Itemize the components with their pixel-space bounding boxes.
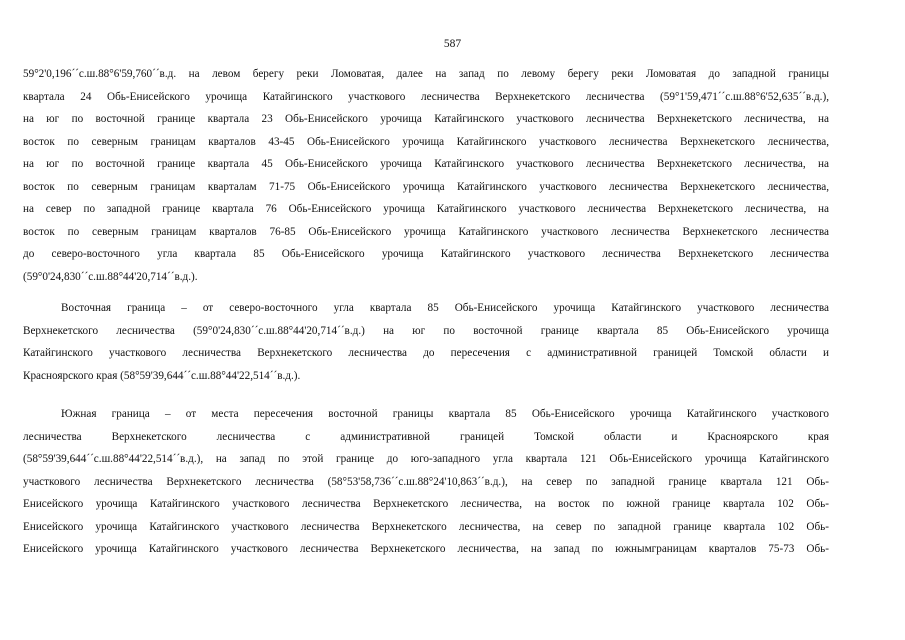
text-line: участкового лесничества Верхнекетского лесничества (58°53'58,736´´с.ш.88°24'10,863´´в.д.), на север по западной границе квартала 121 Обь- (23, 475, 829, 488)
text-line: восток по северным границам кварталам 71-75 Обь-Енисейского урочища Катайгинского участкового лесничества Верхнекетского лесничества, (23, 180, 829, 193)
text-line: (59°0'24,830´´с.ш.88°44'20,714´´в.д.). (23, 270, 198, 283)
text-line: Катайгинского участкового лесничества Верхнекетского лесничества до пересечения с административной границей Томской области и (23, 347, 829, 359)
text-line: (58°59'39,644´´с.ш.88°44'22,514´´в.д.), на запад по этой границе до юго-западного угла квартала 121 Обь-Енисейского урочища Катайгинского (23, 453, 829, 465)
paragraph-western-boundary-continuation (23, 63, 829, 288)
text-line: 59°2'0,196´´с.ш.88°6'59,760´´в.д. на левом берегу реки Ломоватая, далее на запад по левому берегу реки Ломоватая до западной границы (23, 68, 829, 80)
text-line: Енисейского урочища Катайгинского участкового лесничества Верхнекетского лесничества, на север по западной границе квартала 102 Обь- (23, 520, 829, 533)
text-line: на юг по восточной границе квартала 23 Обь-Енисейского урочища Катайгинского участкового лесничества Верхнекетского лесничества, на (23, 113, 829, 125)
text-line: Енисейского урочища Катайгинского участкового лесничества Верхнекетского лесничества, на запад по южнымграницам кварталов 75-73 Обь- (23, 543, 829, 555)
text-line: Красноярского края (58°59'39,644´´с.ш.88°44'22,514´´в.д.). (23, 369, 301, 382)
text-line: до северо-восточного угла квартала 85 Обь-Енисейского урочища Катайгинского участкового лесничества Верхнекетского лесничества (23, 248, 829, 260)
text-line: на север по западной границе квартала 76 Обь-Енисейского урочища Катайгинского участкового лесничества Верхнекетского лесничества, на (23, 203, 829, 215)
text-line: восток по северным границам кварталов 76-85 Обь-Енисейского урочища Катайгинского участкового лесничества Верхнекетского лесничества (23, 225, 829, 238)
text-line: Верхнекетского лесничества (59°0'24,830´´с.ш.88°44'20,714´´в.д.) на юг по восточной границе квартала 85 Обь-Енисейского урочища (23, 324, 829, 337)
text-line: лесничества Верхнекетского лесничества с административной границей Томской области и Красноярского края (23, 430, 829, 443)
text-line: Южная граница – от места пересечения восточной границы квартала 85 Обь-Енисейского урочища Катайгинского участкового (61, 408, 829, 420)
paragraph-eastern-boundary (23, 297, 829, 387)
text-line: на юг по восточной границе квартала 45 Обь-Енисейского урочища Катайгинского участкового лесничества Верхнекетского лесничества, на (23, 158, 829, 170)
text-line: Восточная граница – от северо-восточного угла квартала 85 Обь-Енисейского урочища Катайгинского участкового лесничества (61, 302, 829, 314)
text-line: квартала 24 Обь-Енисейского урочища Катайгинского участкового лесничества Верхнекетского лесничества (59°1'59,471´´с.ш.88°6'52,635´´в.д.), (23, 90, 829, 103)
page-number: 587 (443, 38, 462, 50)
text-line: восток по северным границам кварталов 43-45 Обь-Енисейского урочища Катайгинского участкового лесничества Верхнекетского лесничества, (23, 135, 829, 148)
text-line: Енисейского урочища Катайгинского участкового лесничества Верхнекетского лесничества, на восток по южной границе квартала 102 Обь- (23, 498, 829, 510)
paragraph-southern-boundary (23, 403, 829, 561)
